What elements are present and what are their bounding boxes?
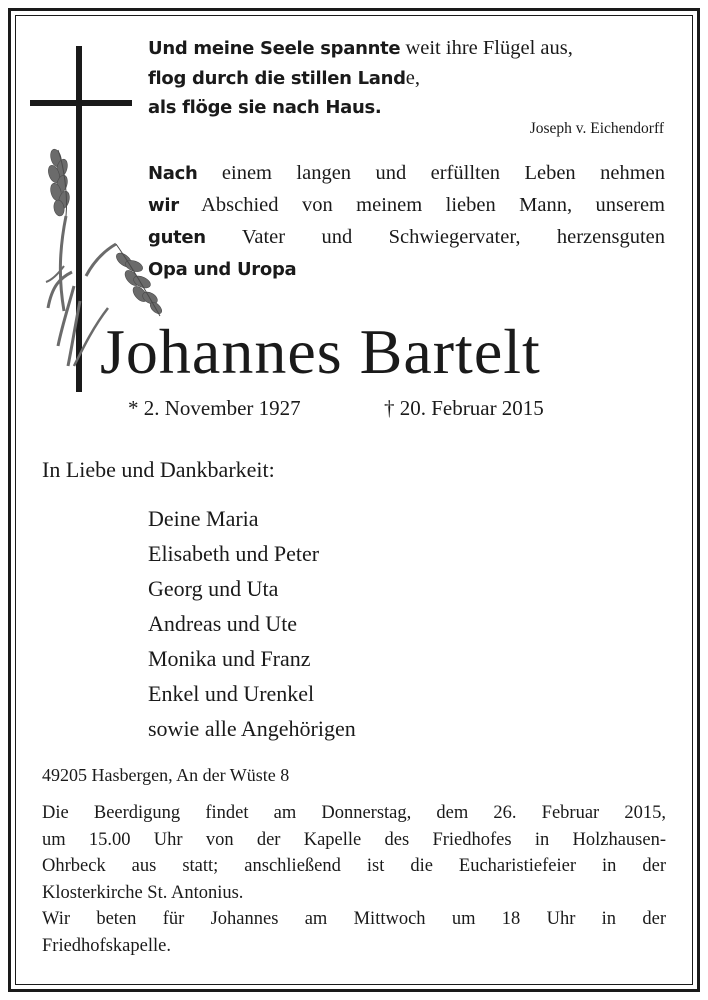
funeral-line: Wir beten für Johannes am Mittwoch um 18 Uhr in der [42, 909, 666, 929]
mourner-name: Monika und Franz [148, 646, 311, 671]
funeral-details [42, 800, 666, 959]
mourner-name: Andreas und Ute [148, 611, 298, 636]
intro-paragraph [148, 157, 665, 285]
funeral-line: um 15.00 Uhr von der Kapelle des Friedhofes in Holzhausen- [42, 829, 666, 850]
poem-line: flog durch die stillen Lande, [148, 66, 420, 89]
mourners-list [148, 501, 356, 746]
mourner-name: Georg und Uta [148, 576, 279, 601]
mourner-name: sowie alle Angehörigen [148, 716, 356, 741]
funeral-line: Klosterkirche St. Antonius. [42, 882, 244, 903]
birth-date: * 2. November 1927 [128, 396, 301, 420]
intro-line: guten Vater und Schwiegervater, herzensguten [148, 226, 665, 248]
deceased-name: Johannes Bartelt [100, 316, 541, 387]
poem-line: Und meine Seele spannte weit ihre Flügel aus, [148, 37, 573, 59]
intro-line: wir Abschied von meinem lieben Mann, unserem [148, 194, 665, 216]
funeral-line: Friedhofskapelle. [42, 935, 171, 956]
funeral-line: Ohrbeck aus statt; anschließend ist die Eucharistiefeier in der [42, 856, 666, 876]
intro-line: Nach einem langen und erfüllten Leben nehmen [148, 162, 665, 184]
poem [148, 34, 668, 123]
mourner-name: Deine Maria [148, 506, 259, 531]
death-date: † 20. Februar 2015 [384, 396, 544, 420]
mourner-name: Elisabeth und Peter [148, 541, 320, 566]
mourner-name: Enkel und Urenkel [148, 681, 315, 706]
intro-line: Opa und Uropa [148, 259, 297, 280]
mourners-heading: In Liebe und Dankbarkeit: [42, 457, 275, 482]
poem-author: Joseph v. Eichendorff [529, 120, 664, 137]
funeral-line: Die Beerdigung findet am Donnerstag, dem 26. Februar 2015, [42, 803, 666, 823]
address: 49205 Hasbergen, An der Wüste 8 [42, 765, 290, 785]
poem-line: als flöge sie nach Haus. [148, 97, 382, 118]
